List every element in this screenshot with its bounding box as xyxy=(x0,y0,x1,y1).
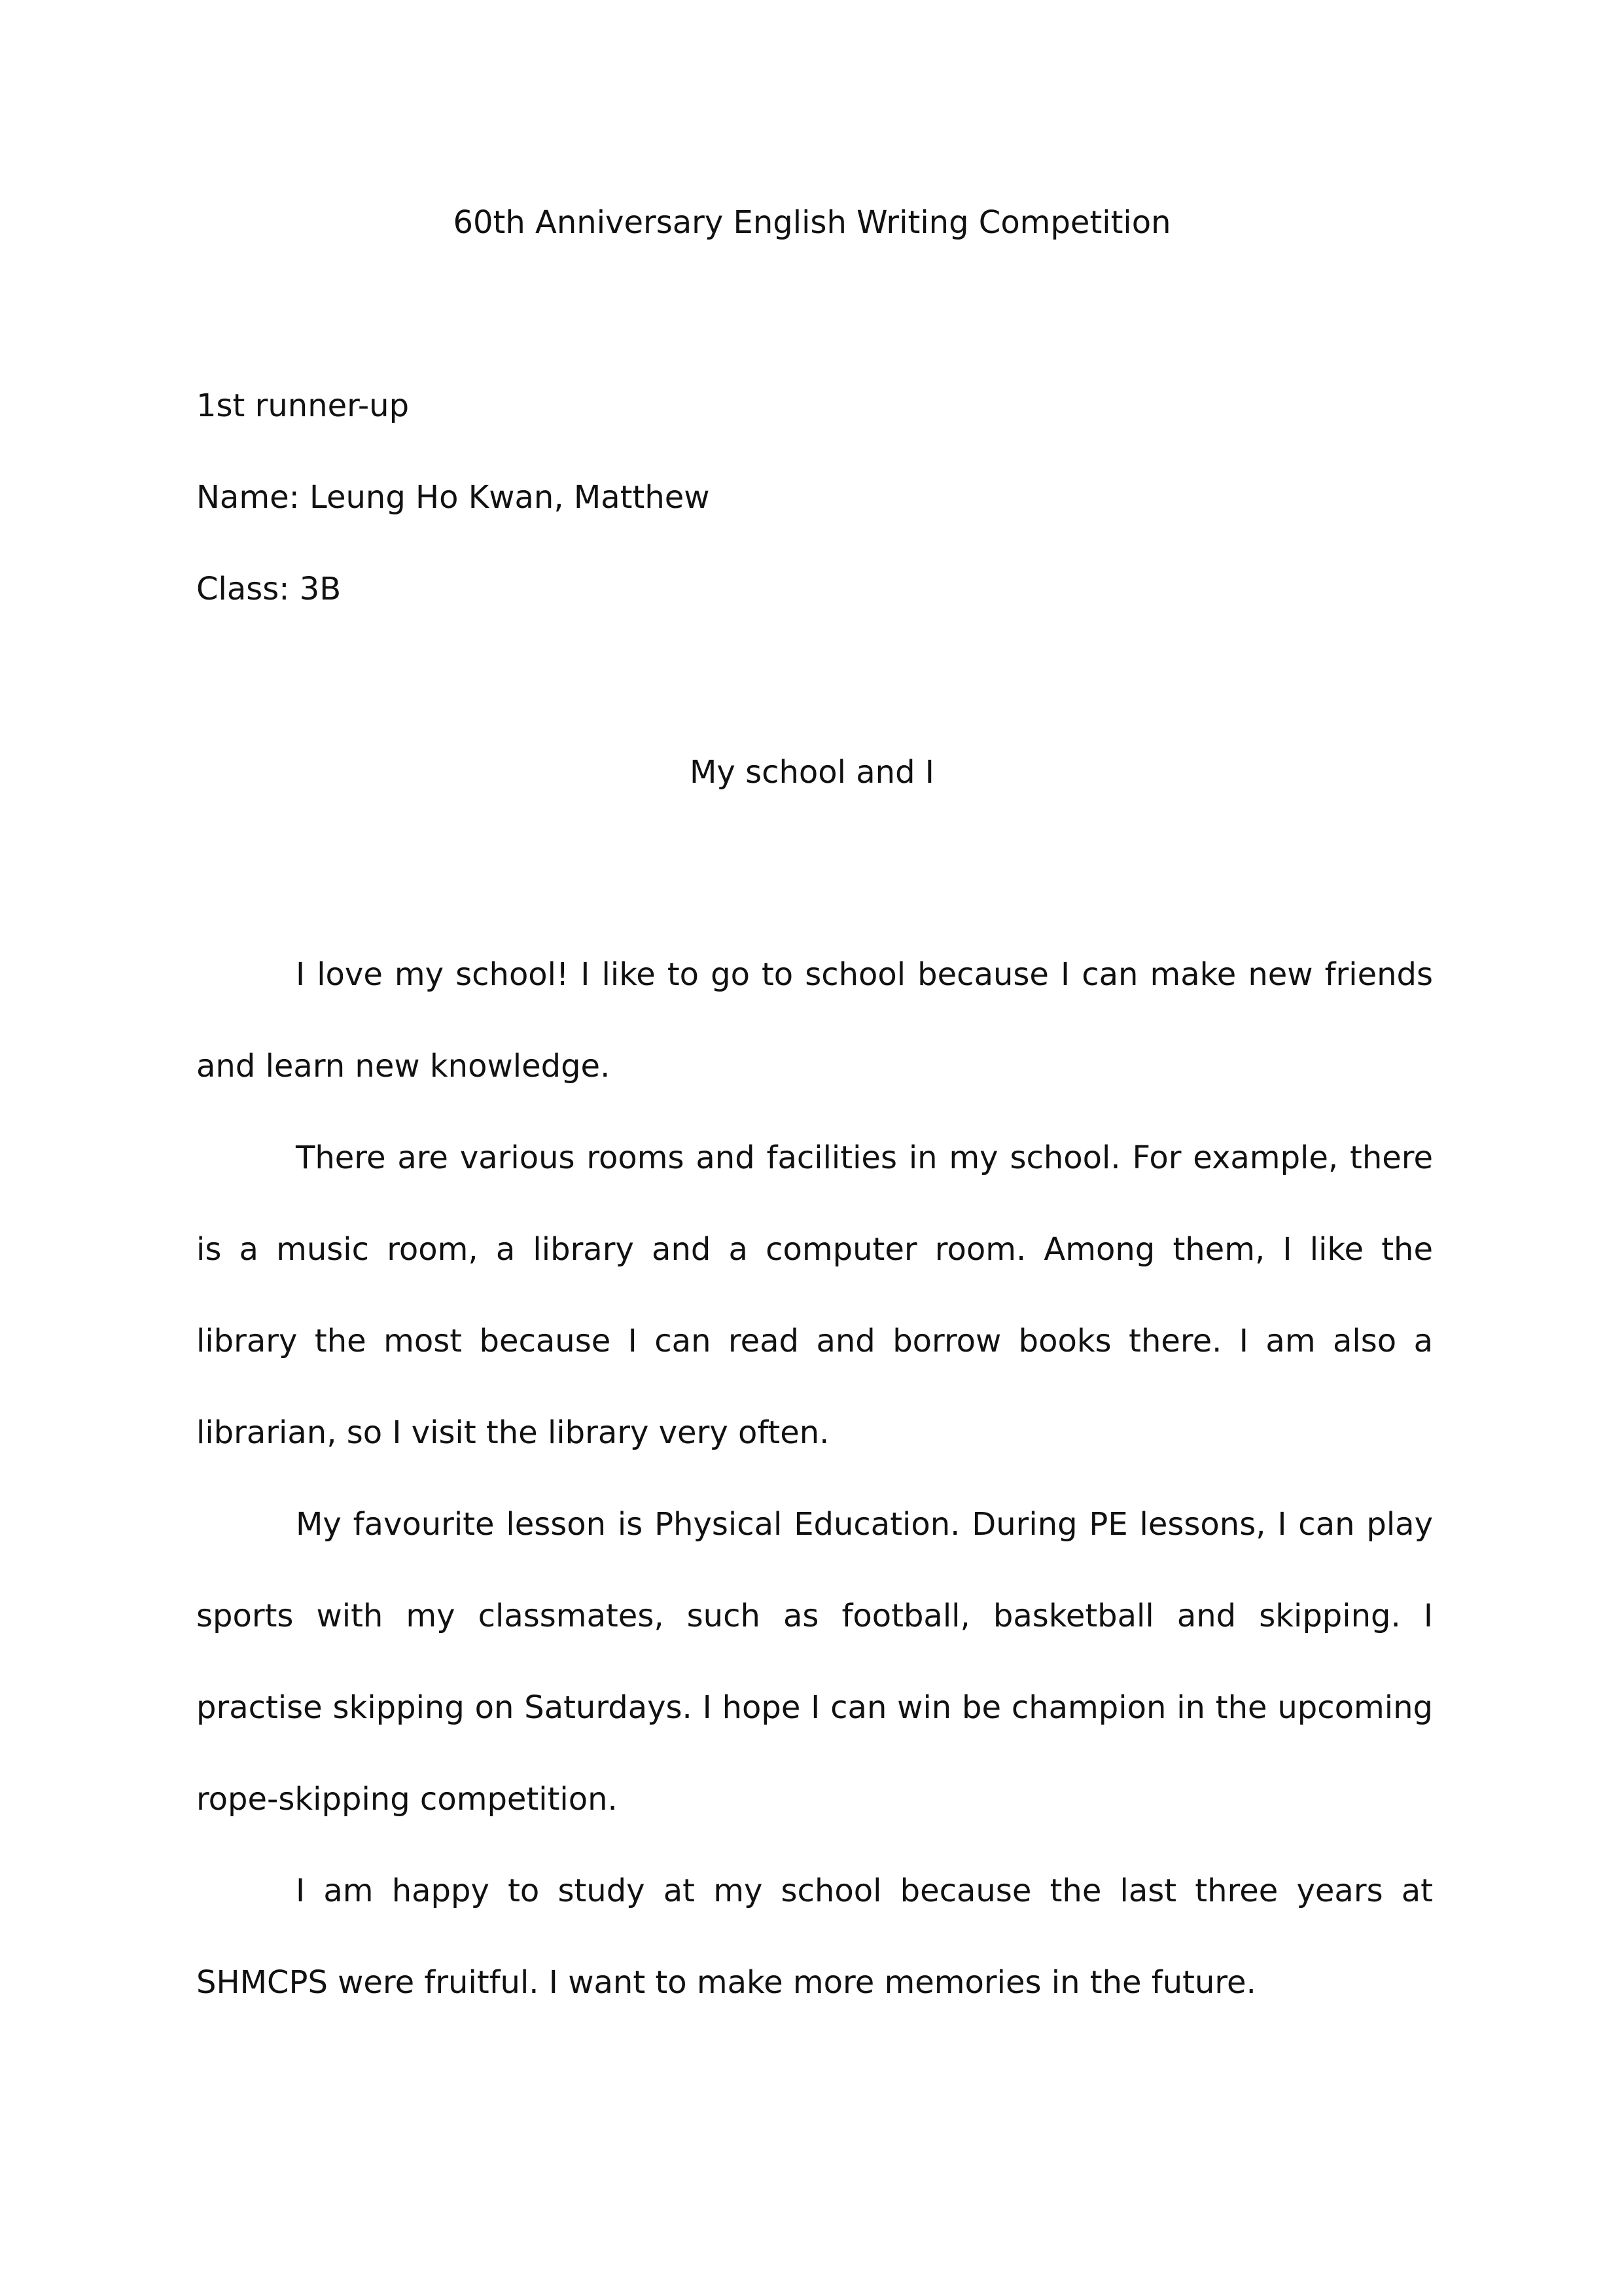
essay-paragraph-1: I love my school! I like to go to school because I can make new friends and learn new knowledge. xyxy=(196,956,1433,1085)
student-class: Class: 3B xyxy=(196,571,342,607)
competition-title: 60th Anniversary English Writing Competition xyxy=(453,204,1171,241)
award-label: 1st runner-up xyxy=(196,387,410,424)
essay-paragraph-3: My favourite lesson is Physical Education. During PE lessons, I can play sports with my classmates, such as football, basketball and skipping. I practise skipping on Saturdays. I hope I can win be champion in the upcoming rope-skipping competition. xyxy=(196,1506,1433,1818)
essay-body xyxy=(196,929,1433,2028)
essay-title: My school and I xyxy=(690,754,934,791)
essay-paragraph-4: I am happy to study at my school because the last three years at SHMCPS were fruitful. I want to make more memories in the future. xyxy=(196,1873,1433,2001)
student-name: Name: Leung Ho Kwan, Matthew xyxy=(196,479,710,516)
essay-paragraph-2: There are various rooms and facilities in my school. For example, there is a music room, a library and a computer room. Among them, I like the library the most because I can read and borrow books there. I am also a librarian, so I visit the library very often. xyxy=(196,1139,1433,1451)
